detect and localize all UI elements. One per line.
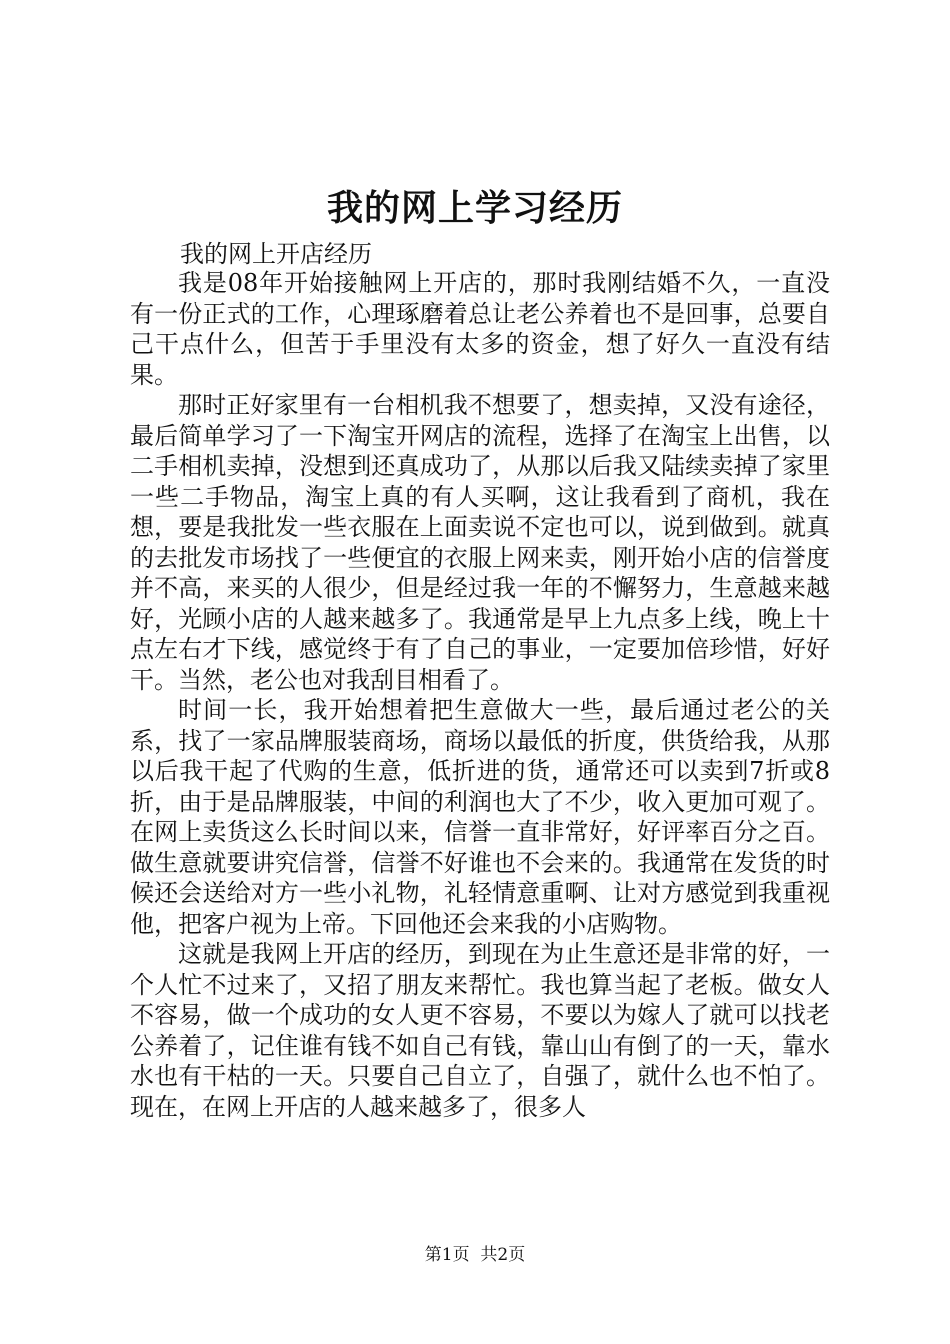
page-total: 共2页	[480, 1245, 526, 1265]
document-subtitle: 我的网上开店经历	[180, 240, 372, 268]
document-body	[130, 268, 830, 1184]
paragraph: 我是08年开始接触网上开店的，那时我刚结婚不久，一直没有一份正式的工作，心理琢磨着总让老公养着也不是回事，总要自己干点什么，但苦于手里没有太多的资金，想了好久一直没有结果。	[130, 269, 830, 389]
paragraph: 这就是我网上开店的经历，到现在为止生意还是非常的好，一个人忙不过来了，又招了朋友来帮忙。我也算当起了老板。做女人不容易，做一个成功的女人更不容易，不要以为嫁人了就可以找老公养着了，记住谁有钱不如自己有钱，靠山山有倒了的一天，靠水水也有干枯的一天。只要自己自立了，自强了，就什么也不怕了。现在，在网上开店的人越来越多了，很多人	[130, 940, 830, 1121]
paragraph: 时间一长，我开始想着把生意做大一些，最后通过老公的关系，找了一家品牌服装商场，商场以最低的折度，供货给我，从那以后我干起了代购的生意，低折进的货，通常还可以卖到7折或8折，由于是品牌服装，中间的利润也大了不少，收入更加可观了。在网上卖货这么长时间以来，信誉一直非常好，好评率百分之百。做生意就要讲究信誉，信誉不好谁也不会来的。我通常在发货的时候还会送给对方一些小礼物，礼轻情意重啊、让对方感觉到我重视他，把客户视为上帝。下回他还会来我的小店购物。	[130, 696, 830, 938]
paragraph: 那时正好家里有一台相机我不想要了，想卖掉，又没有途径，最后简单学习了一下淘宝开网店的流程，选择了在淘宝上出售，以二手相机卖掉，没想到还真成功了，从那以后我又陆续卖掉了家里一些二手物品，淘宝上真的有人买啊，这让我看到了商机，我在想，要是我批发一些衣服在上面卖说不定也可以，说到做到。就真的去批发市场找了一些便宜的衣服上网来卖，刚开始小店的信誉度并不高，来买的人很少，但是经过我一年的不懈努力，生意越来越好，光顾小店的人越来越多了。我通常是早上九点多上线，晚上十点左右才下线，感觉终于有了自己的事业，一定要加倍珍惜，好好干。当然，老公也对我刮目相看了。	[130, 391, 830, 694]
page-number: 第1页	[424, 1245, 470, 1265]
document-title: 我的网上学习经历	[326, 187, 623, 229]
page-footer	[0, 1243, 950, 1267]
